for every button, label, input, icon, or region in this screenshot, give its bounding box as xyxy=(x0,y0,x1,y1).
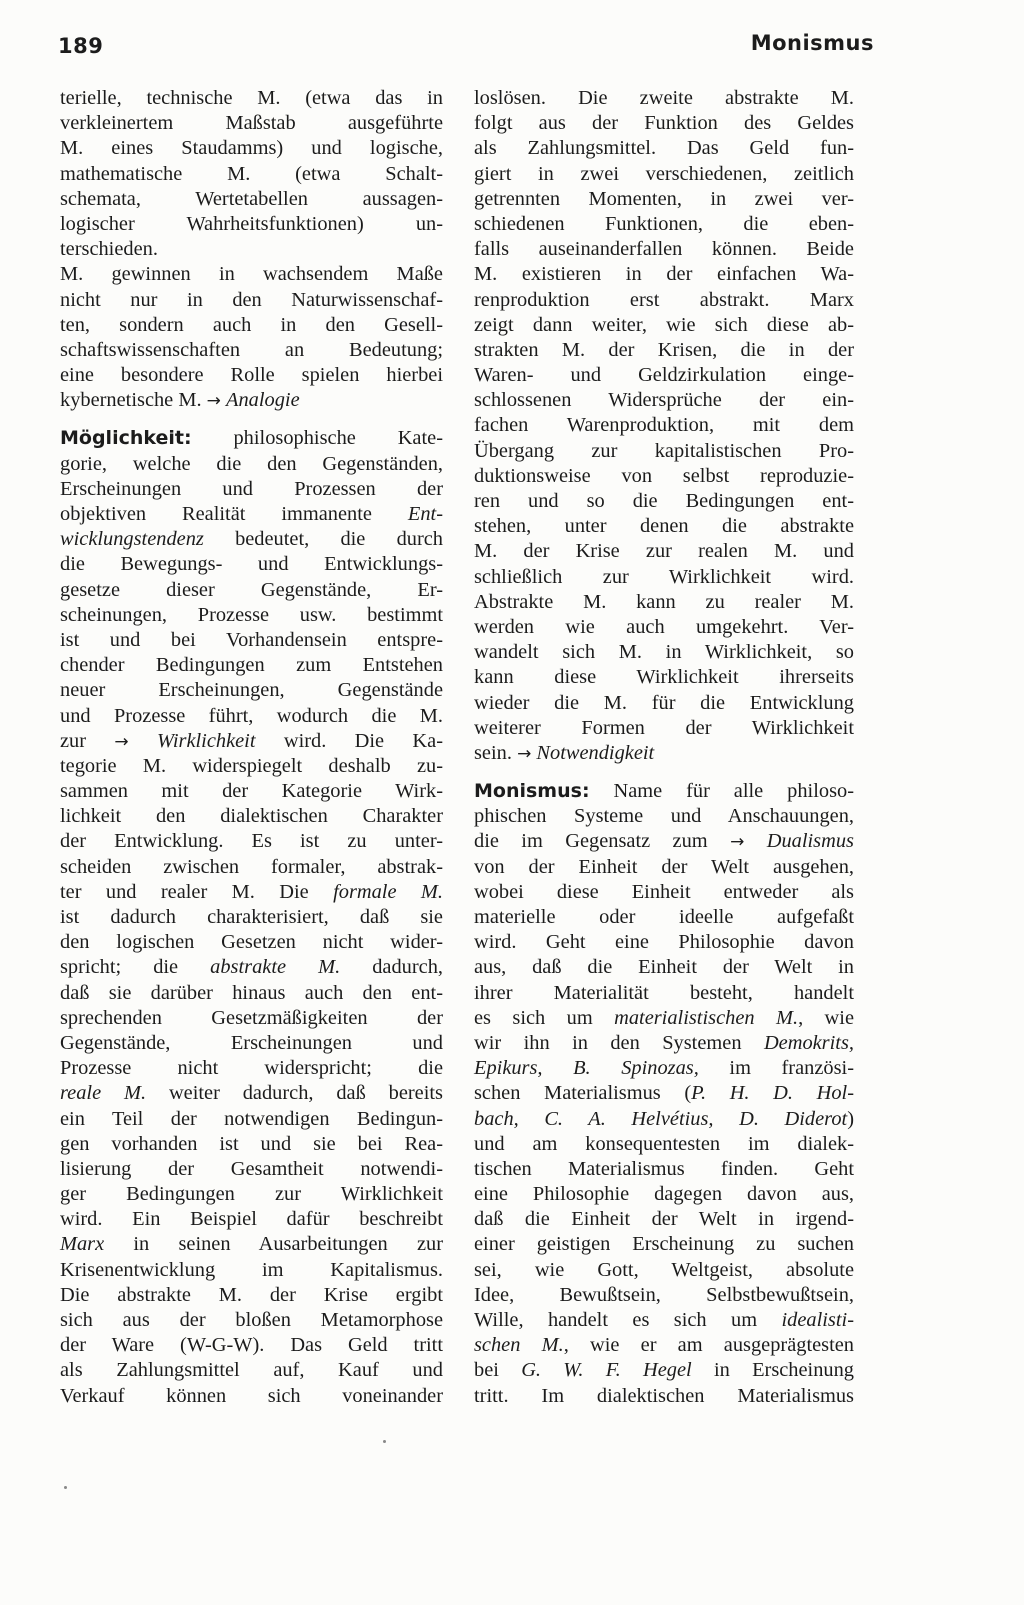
person-name: Demokrits, xyxy=(763,1031,854,1054)
text-line: nicht nur in den Naturwissenschaf- xyxy=(60,288,443,311)
text-line: terielle, technische M. (etwa das in xyxy=(60,87,443,109)
text-line: Idee, Bewußtsein, Selbstbewußtsein, xyxy=(474,1283,854,1306)
text-line: verkleinertem Maßstab ausgeführte xyxy=(60,112,443,135)
text-line: von der Einheit der Welt ausgehen, xyxy=(474,855,854,878)
text-line: ein Teil der notwendigen Bedingun- xyxy=(60,1107,443,1130)
text-line: schemata, Wertetabellen aussagen- xyxy=(60,187,443,210)
text-line: Erscheinungen und Prozessen der xyxy=(60,477,443,500)
text-line: tritt. Im dialektischen Materialismus xyxy=(474,1384,854,1407)
text-line: und am konsequentesten im dialek- xyxy=(474,1132,854,1155)
text-line: sprechenden Gesetzmäßigkeiten der xyxy=(60,1006,443,1029)
text-line: einer geistigen Erscheinung zu suchen xyxy=(474,1233,854,1256)
text-line: sammen mit der Kategorie Wirk- xyxy=(60,780,443,803)
text-line: M. gewinnen in wachsendem Maße xyxy=(60,263,443,286)
page-number: 189 xyxy=(58,34,104,58)
text-line: Übergang zur kapitalistischen Pro- xyxy=(474,439,854,462)
text-line: getrennten Momenten, in zwei ver- xyxy=(474,187,854,210)
cross-reference-link[interactable]: Ent- xyxy=(407,503,443,525)
cross-reference-link[interactable]: wicklungstendenz xyxy=(60,528,204,551)
text-line: ter und realer M. Die formale M. xyxy=(60,880,443,903)
emphasis-term: schen M. xyxy=(474,1334,564,1357)
text-line: Marx in seinen Ausarbeitungen zur xyxy=(60,1233,443,1256)
text-line: wird. Geht eine Philosophie davon xyxy=(474,931,854,954)
text-line: es sich um materialistischen M., wie xyxy=(474,1006,855,1029)
text-line: M. eines Staudamms) und logische, xyxy=(60,137,443,160)
text-line: wird. Ein Beispiel dafür beschreibt xyxy=(60,1208,443,1231)
person-name: Epikurs, B. Spinozas, xyxy=(474,1057,699,1080)
text-line: M. existieren in der einfachen Wa- xyxy=(474,263,854,286)
text-line: schaftswissenschaften an Bedeutung; xyxy=(60,338,443,361)
person-name: bach, C. A. Helvétius, D. Diderot xyxy=(474,1107,848,1130)
text-line: werden wie auch umgekehrt. Ver- xyxy=(474,615,854,638)
text-line: lichkeit den dialektischen Charakter xyxy=(60,805,443,828)
cross-reference-link[interactable]: Wirklichkeit xyxy=(156,729,256,752)
text-line: wir ihn in den Systemen Demokrits, xyxy=(474,1031,854,1054)
text-line: lisierung der Gesamtheit notwendi- xyxy=(60,1157,443,1180)
text-line: als Zahlungsmittel auf, Kauf und xyxy=(60,1359,443,1382)
text-line: ger Bedingungen zur Wirklichkeit xyxy=(60,1183,443,1206)
text-line: spricht; die abstrakte M. dadurch, xyxy=(60,956,443,979)
text-line: tegorie M. widerspiegelt deshalb zu- xyxy=(60,754,443,777)
text-line: eine Philosophie dagegen davon aus, xyxy=(474,1183,854,1206)
text-line: die Bewegungs- und Entwicklungs- xyxy=(60,553,443,576)
text-line: chender Bedingungen zum Entstehen xyxy=(60,654,443,677)
left-column xyxy=(60,86,443,1409)
cross-reference-arrow-icon: → xyxy=(517,743,532,764)
text-line: phischen Systeme und Anschauungen, xyxy=(474,805,854,828)
text-line: ihrer Materialität besteht, handelt xyxy=(474,981,854,1004)
text-line: Epikurs, B. Spinozas, im französi- xyxy=(474,1057,854,1080)
text-line: der Ware (W-G-W). Das Geld tritt xyxy=(60,1334,443,1357)
text-line: duktionsweise von selbst reproduzie- xyxy=(474,464,854,487)
text-line: fachen Warenproduktion, mit dem xyxy=(474,414,854,437)
text-line: ren und so die Bedingungen ent- xyxy=(474,490,854,512)
text-line: schlossenen Widersprüche der ein- xyxy=(474,389,854,412)
text-line: tischen Materialismus finden. Geht xyxy=(474,1157,854,1180)
text-line: Möglichkeit: philosophische Kate- xyxy=(60,427,443,450)
text-line: als Zahlungsmittel. Das Geld fun- xyxy=(474,137,854,160)
person-name: Marx xyxy=(60,1233,105,1256)
text-line: die im Gegensatz zum → Dualismus xyxy=(474,830,854,853)
text-line: wobei diese Einheit entweder als xyxy=(474,880,854,903)
cross-reference-link[interactable]: Notwendigkeit xyxy=(536,741,655,764)
text-line: ten, sondern auch in den Gesell- xyxy=(60,313,443,336)
emphasis-term: formale M. xyxy=(333,880,443,903)
text-line: Monismus: Name für alle philoso- xyxy=(474,780,854,803)
text-line: gesetze dieser Gegenstände, Er- xyxy=(60,578,443,601)
right-column xyxy=(474,86,854,1409)
text-line: neuer Erscheinungen, Gegenstände xyxy=(60,679,443,702)
text-line: daß die Einheit der Welt in irgend- xyxy=(474,1208,854,1231)
emphasis-term: idealisti- xyxy=(781,1309,854,1331)
text-line: M. der Krise zur realen M. und xyxy=(474,540,854,563)
text-line: Verkauf können sich voneinander xyxy=(60,1384,443,1407)
cross-reference-arrow-icon: → xyxy=(114,731,129,752)
text-line: sich aus der bloßen Metamorphose xyxy=(60,1309,443,1331)
cross-reference-arrow-icon: → xyxy=(730,832,745,853)
print-speck xyxy=(383,1440,386,1443)
text-line: wieder die M. für die Entwicklung xyxy=(474,691,854,714)
text-line: renproduktion erst abstrakt. Marx xyxy=(474,288,854,311)
entry-headword: Monismus: xyxy=(474,780,590,803)
text-line: schiedenen Funktionen, die eben- xyxy=(474,212,854,235)
text-line: kybernetische M. → Analogie xyxy=(60,389,300,412)
text-line: reale M. weiter dadurch, daß bereits xyxy=(60,1082,443,1105)
entry-headword: Möglichkeit: xyxy=(60,427,192,450)
text-line: gorie, welche die den Gegenständen, xyxy=(60,452,443,475)
text-line: wandelt sich M. in Wirklichkeit, so xyxy=(474,641,854,664)
text-line: loslösen. Die zweite abstrakte M. xyxy=(474,87,854,109)
running-head: Monismus xyxy=(750,31,874,55)
emphasis-term: reale M. xyxy=(60,1082,147,1105)
text-line: aus, daß die Einheit der Welt in xyxy=(474,956,854,979)
cross-reference-link[interactable]: Analogie xyxy=(226,389,300,412)
text-line: der Entwicklung. Es ist zu unter- xyxy=(60,830,443,853)
text-line: eine besondere Rolle spielen hierbei xyxy=(60,364,443,387)
text-line: ist und bei Vorhandensein entspre- xyxy=(60,628,443,651)
text-line: Prozesse nicht widerspricht; die xyxy=(60,1057,443,1080)
text-line: und Prozesse führt, wodurch die M. xyxy=(60,704,443,727)
text-line: Gegenstände, Erscheinungen und xyxy=(60,1031,443,1054)
text-line: wicklungstendenz bedeutet, die durch xyxy=(60,528,443,551)
text-line: Waren- und Geldzirkulation einge- xyxy=(474,364,854,387)
text-line: zeigt dann weiter, wie sich diese ab- xyxy=(474,313,854,336)
person-name: G. W. F. Hegel xyxy=(521,1359,692,1382)
text-line: strakten M. der Krisen, die in der xyxy=(474,338,854,361)
text-line: gen vorhanden ist und sie bei Rea- xyxy=(60,1132,443,1155)
text-line: weiterer Formen der Wirklichkeit xyxy=(474,716,854,739)
text-line: zur → Wirklichkeit wird. Die Ka- xyxy=(60,729,443,752)
print-speck xyxy=(64,1486,67,1489)
text-line: ist dadurch charakterisiert, daß sie xyxy=(60,906,443,928)
text-line: Abstrakte M. kann zu realer M. xyxy=(474,590,854,613)
text-line: Krisenentwicklung im Kapitalismus. xyxy=(60,1258,443,1281)
text-line: Wille, handelt es sich um idealisti- xyxy=(474,1309,854,1331)
text-line: stehen, unter denen die abstrakte xyxy=(474,515,854,538)
text-line: scheiden zwischen formaler, abstrak- xyxy=(60,855,443,878)
text-line: materielle oder ideelle aufgefaßt xyxy=(474,906,854,928)
text-line: schen Materialismus (P. H. D. Hol- xyxy=(474,1082,854,1105)
text-line: kann diese Wirklichkeit ihrerseits xyxy=(474,666,854,689)
text-line: Die abstrakte M. der Krise ergibt xyxy=(60,1283,443,1306)
emphasis-term: materialistischen M. xyxy=(614,1006,799,1029)
text-line: schließlich zur Wirklichkeit wird. xyxy=(474,565,854,588)
text-line: daß sie darüber hinaus auch den ent- xyxy=(60,981,443,1004)
text-line: terschieden. xyxy=(60,238,158,261)
text-line: giert in zwei verschiedenen, zeitlich xyxy=(474,162,854,185)
text-line: mathematische M. (etwa Schalt- xyxy=(60,162,443,185)
cross-reference-link[interactable]: Dualismus xyxy=(766,830,854,853)
text-line: bei G. W. F. Hegel in Erscheinung xyxy=(474,1359,854,1382)
text-line: folgt aus der Funktion des Geldes xyxy=(474,112,854,135)
text-line: bach, C. A. Helvétius, D. Diderot) xyxy=(474,1107,854,1130)
text-line: logischer Wahrheitsfunktionen) un- xyxy=(60,212,443,235)
text-line: sein. → Notwendigkeit xyxy=(474,741,655,764)
emphasis-term: abstrakte M. xyxy=(210,956,341,979)
text-line: falls auseinanderfallen können. Beide xyxy=(474,238,854,261)
text-line: sei, wie Gott, Weltgeist, absolute xyxy=(474,1258,854,1281)
person-name: P. H. D. Hol- xyxy=(691,1082,854,1105)
text-line: objektiven Realität immanente Ent- xyxy=(60,503,443,525)
text-line: den logischen Gesetzen nicht wider- xyxy=(60,931,443,954)
cross-reference-arrow-icon: → xyxy=(206,391,221,412)
text-line: schen M., wie er am ausgeprägtesten xyxy=(474,1334,855,1357)
text-line: scheinungen, Prozesse usw. bestimmt xyxy=(60,603,443,626)
